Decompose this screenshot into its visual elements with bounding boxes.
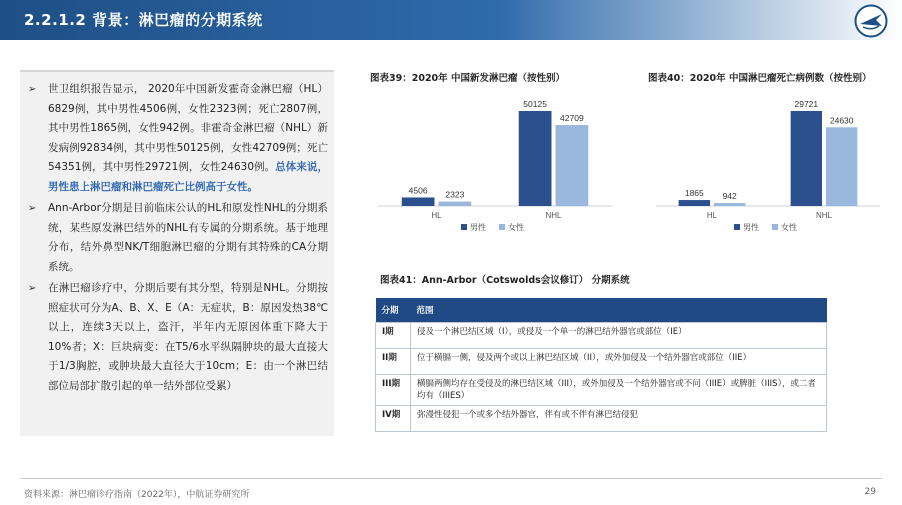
data-label: 50125 — [523, 99, 547, 109]
page-number: 29 — [864, 487, 876, 497]
bullet-highlight: 总体来说，男性患上淋巴瘤和淋巴瘤死亡比例高于女性。 — [48, 161, 328, 193]
table-caption: 图表41：Ann-Arbor（Cotswolds会议修订） 分期系统 — [380, 275, 630, 286]
range-cell: 横膈两侧均存在受侵及的淋巴结区域（III），或外加侵及一个结外器官或不问（IIIE）或脾脏（IIIS），或二者均有（IIIES） — [411, 374, 827, 405]
table-row — [376, 348, 827, 374]
chart-new-cases-svg — [370, 94, 620, 264]
category-label: HL — [706, 211, 718, 220]
bullet-text: 在淋巴瘤诊疗中，分期后要有其分型，特别是NHL。分期按照症状可分为A、B、X、E（A：无症状，B：原因发热38℃以上，连续3天以上，盗汗，半年内无原因体重下降大于10%者；X：巨块病变：在T5/6水平纵隔肿块的最大直接大于1/3胸腔，或肿块最大直径大于10cm；E：由一个淋巴结部位局部扩散引起的单一结外部位受累） — [48, 282, 328, 392]
bullet-text: 世卫组织报告显示， 2020年中国新发霍奇金淋巴瘤（HL）6829例，其中男性4506例，女性2323例；死亡2807例，其中男性1865例，女性942例。非霍奇金淋巴瘤（NHL）新发病例92834例，其中男性50125例，女性42709例；死亡54351例，其中男性29721例，女性24630例。 — [48, 83, 328, 173]
bar-NHL-女性 — [556, 125, 589, 206]
legend-label: 男性 — [470, 223, 486, 232]
chart-new-cases — [370, 72, 620, 252]
stage-cell: IV期 — [376, 405, 411, 431]
bar-NHL-男性 — [519, 111, 552, 206]
legend-label: 男性 — [743, 223, 759, 232]
data-label: 29721 — [794, 99, 819, 109]
data-label: 42709 — [560, 113, 584, 124]
range-cell: 侵及一个淋巴结区域（I），或侵及一个单一的淋巴结外器官或部位（IE） — [411, 322, 827, 348]
category-label: HL — [431, 211, 442, 220]
data-label: 24630 — [829, 115, 854, 126]
chart-deaths-svg — [648, 94, 888, 264]
bullet-text: Ann-Arbor分期是目前临床公认的HL和原发性NHL的分期系统，某些原发淋巴结外的NHL有专属的分期系统。基于地理分布，结外鼻型NK/T细胞淋巴瘤的分期有其特殊的CA分期系统。 — [48, 202, 328, 273]
bar-HL-男性 — [402, 197, 435, 206]
table-row — [376, 405, 827, 431]
bar-HL-女性 — [714, 203, 745, 206]
page-title: 2.2.1.2 背景：淋巴瘤的分期系统 — [24, 11, 263, 29]
stage-cell: III期 — [376, 374, 411, 405]
range-cell: 位于横膈一侧，侵及两个或以上淋巴结区域（II），或外加侵及一个结外器官或部位（IIE） — [411, 348, 827, 374]
data-label: 4506 — [408, 185, 428, 196]
table-row — [376, 374, 827, 405]
legend-swatch — [734, 224, 740, 230]
category-label: NHL — [545, 211, 562, 220]
stage-cell: II期 — [376, 348, 411, 374]
arrow-bullet-icon: ➢ — [28, 283, 37, 294]
table-header-row — [376, 298, 827, 322]
legend-swatch — [772, 224, 778, 230]
summary-panel — [20, 70, 334, 436]
chart-title: 图表39：2020年 中国新发淋巴瘤（按性别） — [370, 73, 565, 84]
bullet-ann-arbor — [28, 199, 328, 277]
footer-divider — [20, 478, 882, 479]
arrow-bullet-icon: ➢ — [28, 203, 37, 214]
legend-swatch — [461, 224, 467, 230]
staging-table — [375, 298, 827, 432]
legend-label: 女性 — [508, 223, 524, 232]
legend-swatch — [499, 224, 505, 230]
data-label: 1865 — [684, 188, 704, 199]
header-range: 范围 — [411, 298, 827, 322]
stage-cell: I期 — [376, 322, 411, 348]
table-row — [376, 322, 827, 348]
range-cell: 弥漫性侵犯一个或多个结外器官，伴有或不伴有淋巴结侵犯 — [411, 405, 827, 431]
company-logo-icon — [854, 4, 888, 38]
data-label: 2323 — [445, 189, 465, 200]
bar-HL-男性 — [679, 200, 710, 206]
category-label: NHL — [815, 211, 833, 220]
bar-NHL-女性 — [826, 127, 857, 206]
bullet-incidence — [28, 80, 328, 197]
chart-deaths — [648, 72, 888, 252]
data-label: 942 — [722, 190, 737, 201]
header-bar — [0, 0, 902, 40]
bar-NHL-男性 — [791, 111, 822, 206]
arrow-bullet-icon: ➢ — [28, 84, 37, 95]
bar-HL-女性 — [439, 202, 472, 206]
chart-title: 图表40：2020年 中国淋巴瘤死亡病例数（按性别） — [648, 73, 872, 84]
legend-label: 女性 — [781, 223, 797, 232]
source-note: 资料来源：淋巴瘤诊疗指南（2022年），中航证券研究所 — [24, 490, 250, 500]
bullet-staging-symptoms — [28, 279, 328, 396]
header-stage: 分期 — [376, 298, 411, 322]
